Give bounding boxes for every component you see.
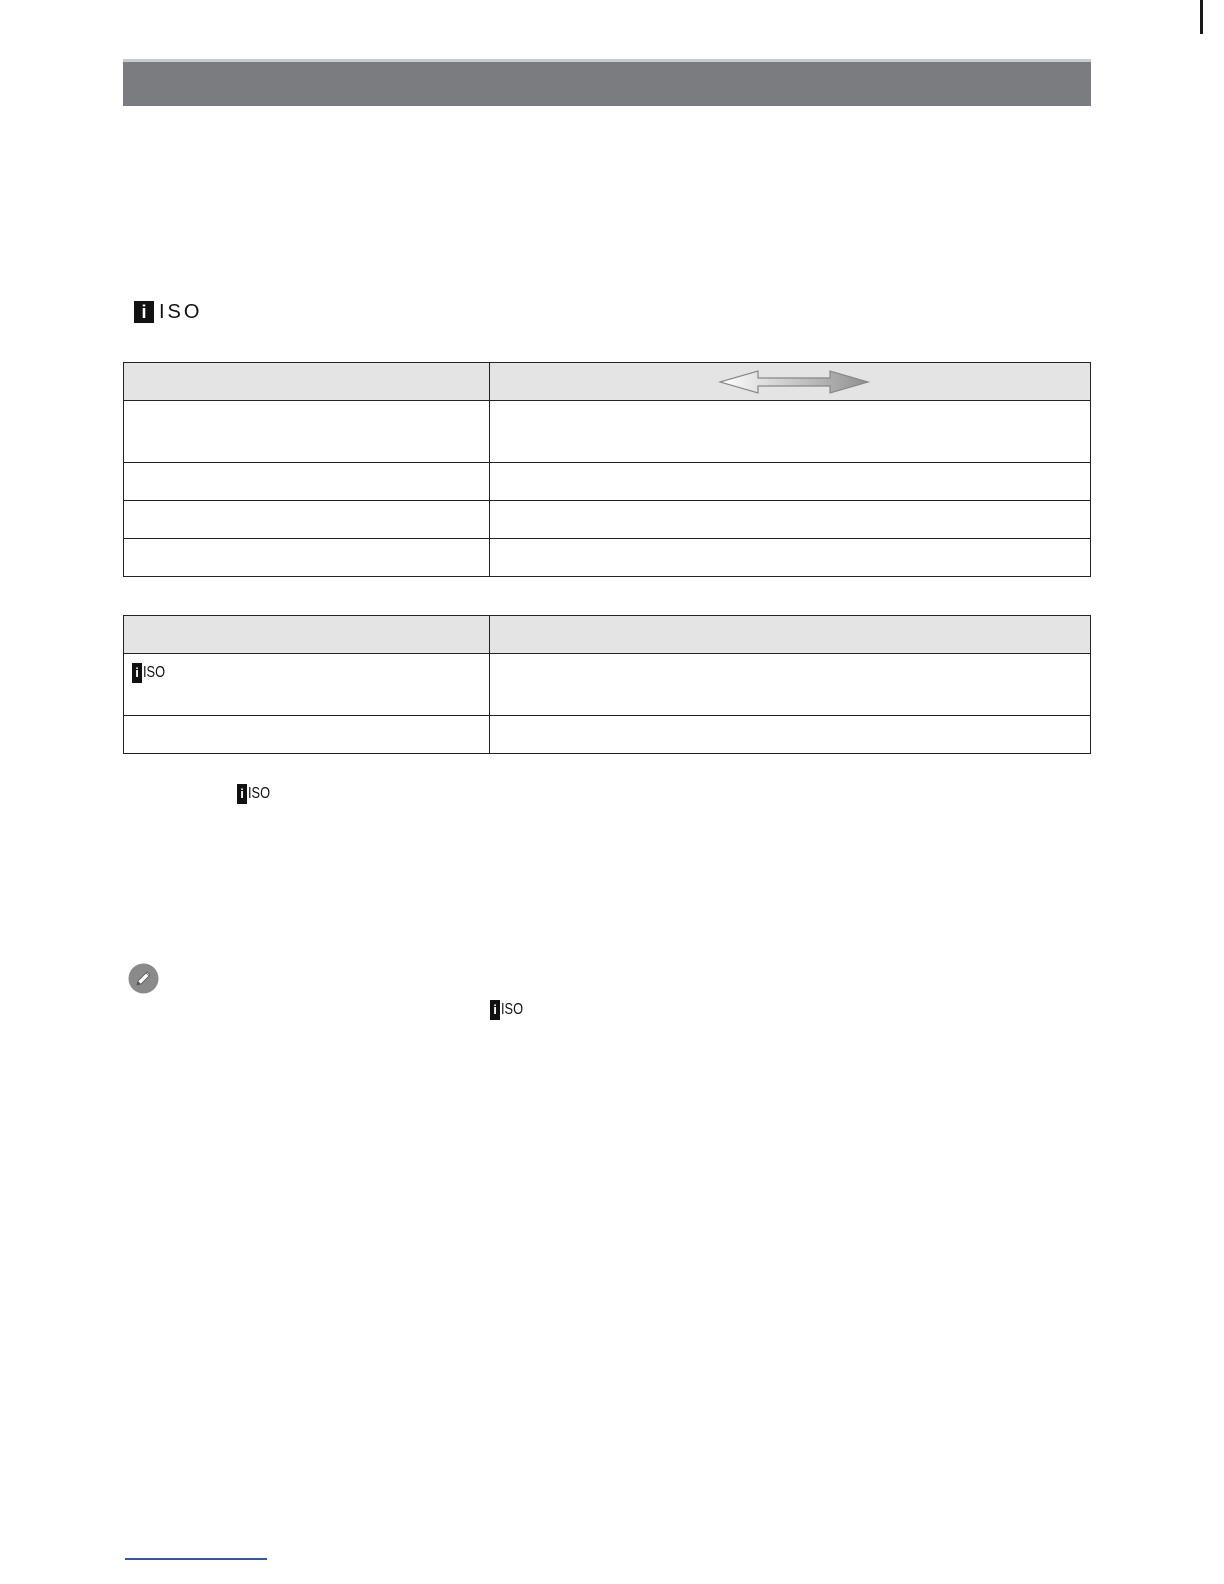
table-header-cell (124, 363, 490, 401)
table-cell (490, 539, 1091, 577)
intelligent-iso-icon (490, 1000, 529, 1020)
footer-link-underline[interactable] (125, 1558, 267, 1560)
table-cell (490, 716, 1091, 754)
intelligent-iso-icon (134, 301, 202, 323)
iso-label: ISO (248, 785, 271, 802)
table-header-cell (490, 363, 1091, 401)
table-row (124, 501, 1091, 539)
table-header-cell (490, 616, 1091, 654)
iso-label: ISO (143, 664, 166, 681)
intelligent-iso-icon (237, 784, 276, 804)
table-cell (490, 401, 1091, 463)
iso-label: ISO (159, 301, 203, 323)
iso-i-box: i (237, 784, 247, 804)
table-cell (124, 716, 490, 754)
table-cell (124, 539, 490, 577)
intelligent-iso-icon (132, 663, 171, 683)
table-cell (124, 401, 490, 463)
table-header-row (124, 363, 1091, 401)
table-cell (490, 501, 1091, 539)
table-row (124, 654, 1091, 716)
table-cell (124, 463, 490, 501)
table-header-row (124, 616, 1091, 654)
table-row (124, 401, 1091, 463)
iso-i-box: i (134, 301, 154, 323)
table-row (124, 716, 1091, 754)
double-headed-arrow-icon (718, 368, 872, 396)
table-cell (124, 654, 490, 716)
table-header-cell (124, 616, 490, 654)
pencil-note-icon (128, 963, 159, 994)
table-cell (490, 463, 1091, 501)
iso-sensitivity-table (123, 362, 1091, 577)
iso-i-box: i (132, 663, 142, 683)
section-header-bar (123, 59, 1091, 106)
table-row (124, 463, 1091, 501)
iso-setting-table (123, 615, 1091, 754)
iso-label: ISO (501, 1001, 524, 1018)
table-row (124, 539, 1091, 577)
table-cell (490, 654, 1091, 716)
iso-i-box: i (490, 1000, 500, 1020)
page-edge-mark (1200, 0, 1203, 34)
table-cell (124, 501, 490, 539)
